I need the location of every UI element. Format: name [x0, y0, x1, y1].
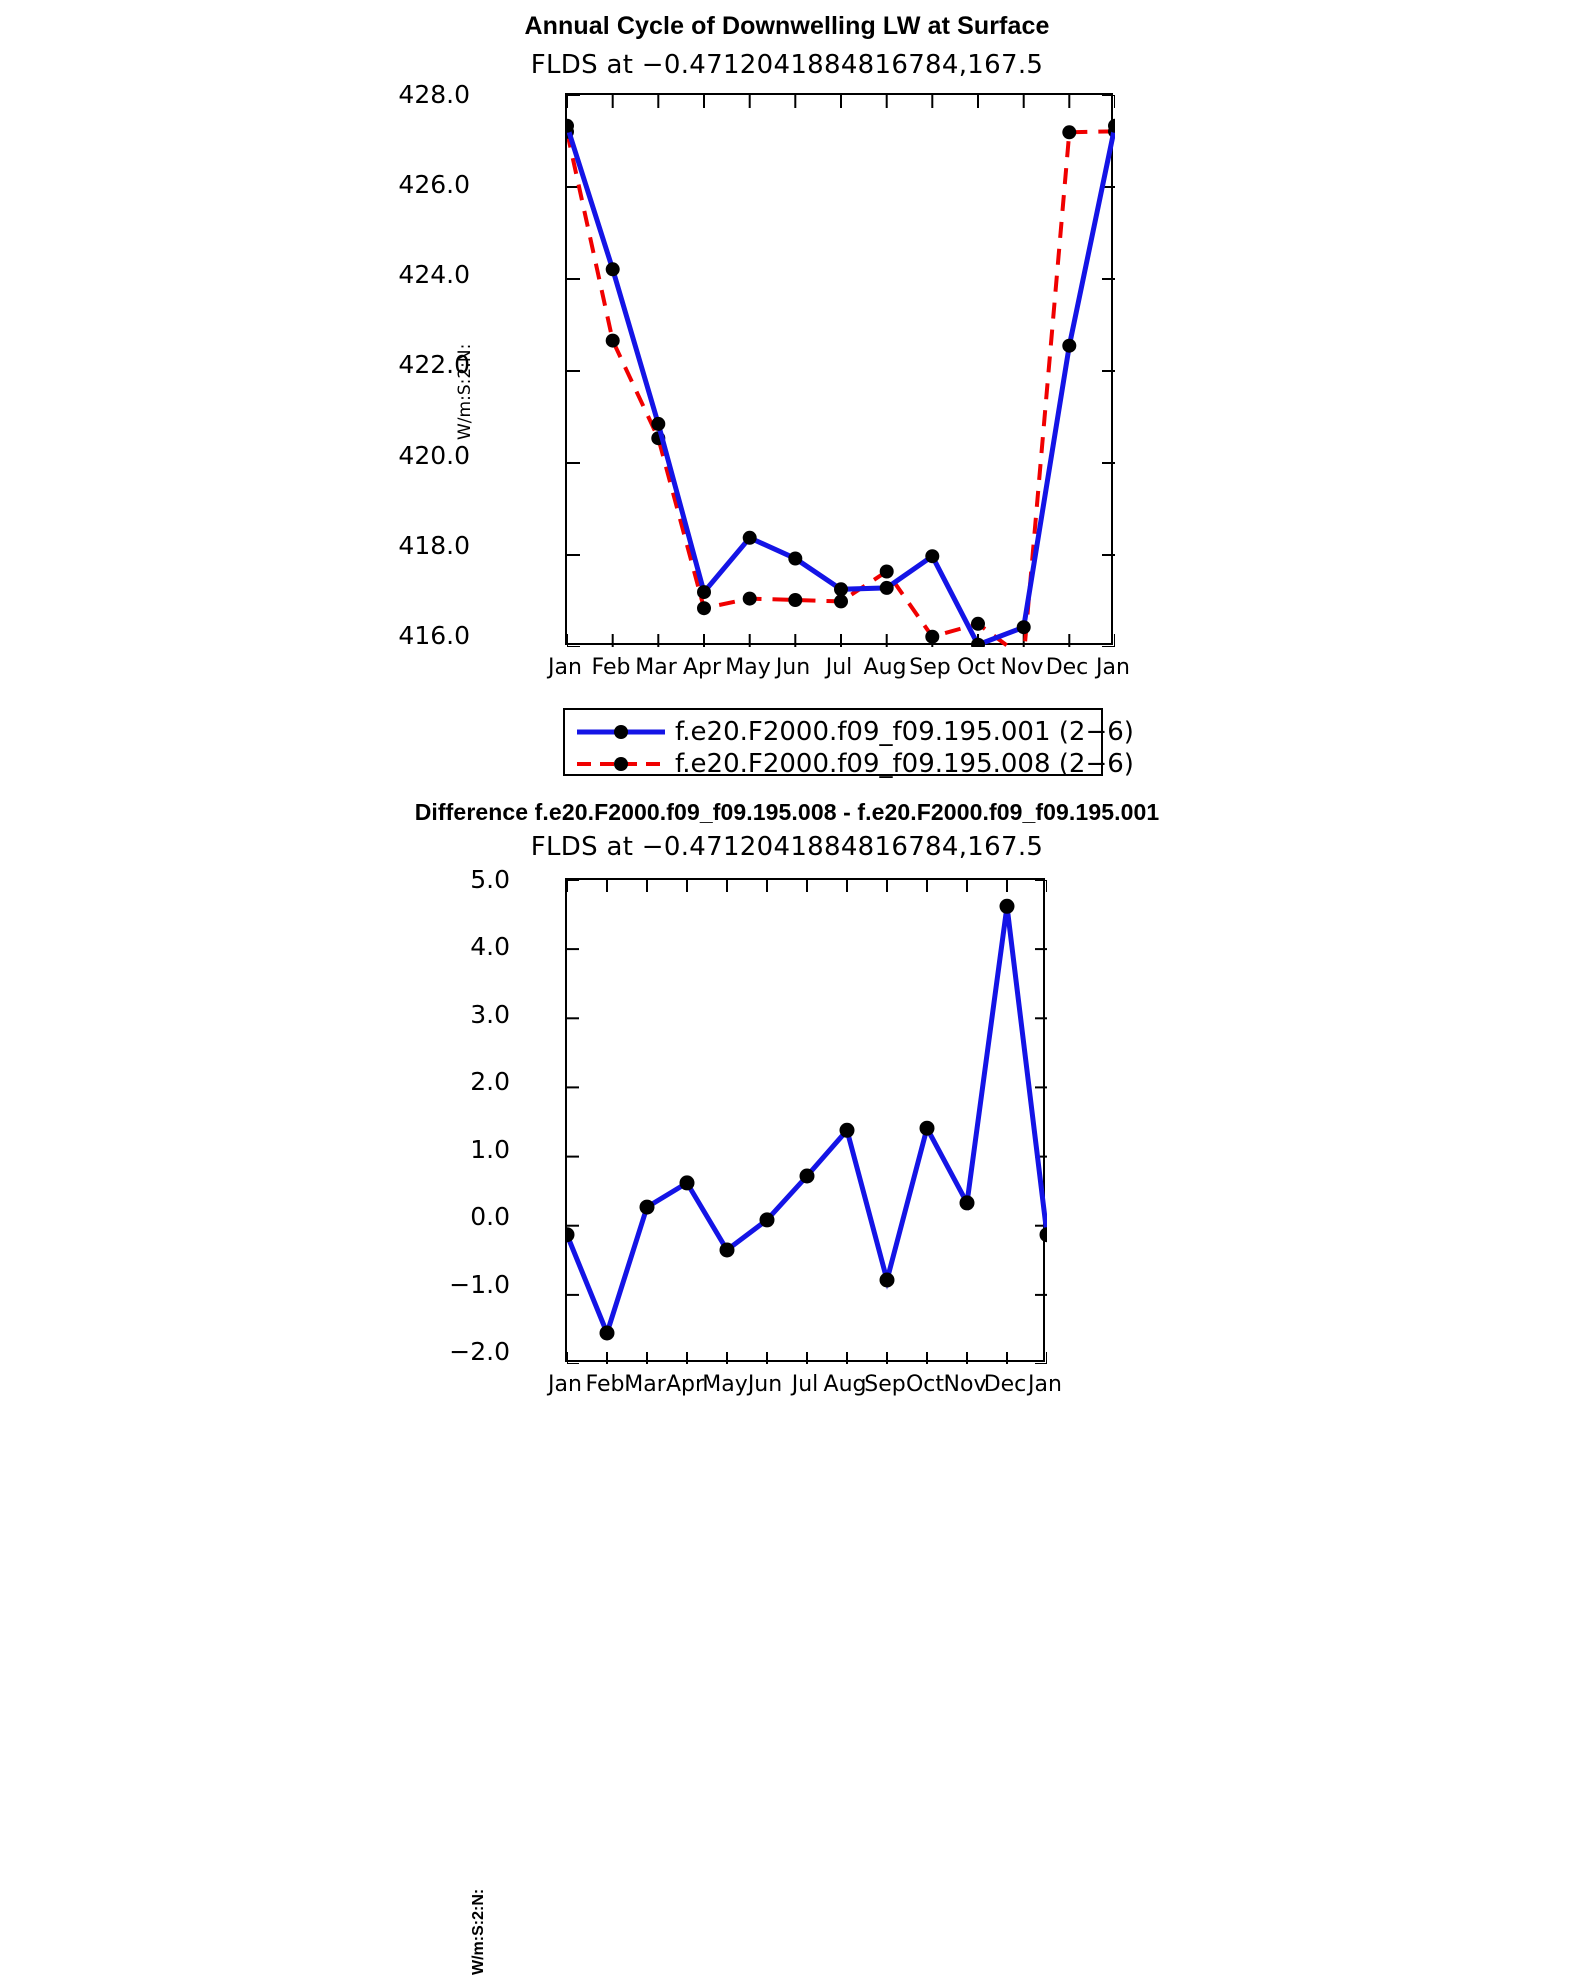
- top-xtick-mar: Mar: [635, 655, 677, 680]
- bottom-xtick-may: May: [702, 1372, 748, 1397]
- top-xtick-jun: Jun: [775, 655, 811, 680]
- top-ytick-424: 424.0: [398, 260, 470, 289]
- legend-line-sample-solid: [575, 720, 667, 744]
- series-195-001-line: [567, 126, 1115, 645]
- bottom-xtick-oct: Oct: [905, 1372, 945, 1397]
- top-xtick-sep: Sep: [909, 655, 951, 680]
- top-xtick-feb: Feb: [591, 655, 631, 680]
- top-ytick-416: 416.0: [398, 621, 470, 650]
- top-ytick-422: 422.0: [398, 350, 470, 379]
- bottom-xtick-dec: Dec: [983, 1372, 1027, 1397]
- bottom-xtick-jun: Jun: [747, 1372, 783, 1397]
- bottom-plot-area: [565, 878, 1045, 1362]
- bottom-ytick-neg2: −2.0: [449, 1337, 510, 1366]
- series-difference-markers: [567, 899, 1047, 1341]
- legend-item-195-001[interactable]: [575, 716, 1134, 748]
- bottom-chart-panel: [0, 790, 1574, 1975]
- bottom-ytick-2: 2.0: [470, 1067, 510, 1096]
- bottom-xtick-aug: Aug: [823, 1372, 867, 1397]
- bottom-chart-svg: [567, 880, 1047, 1364]
- legend-label-195-001: f.e20.F2000.f09_f09.195.001 (2−6): [675, 717, 1134, 747]
- bottom-chart-subtitle: FLDS at −0.4712041884816784,167.5: [530, 832, 1044, 862]
- bottom-xtick-feb: Feb: [585, 1372, 625, 1397]
- top-xtick-apr: Apr: [682, 655, 722, 680]
- difference-title: Difference f.e20.F2000.f09_f09.195.008 - f.e20.F2000.f09_f09.195.001: [414, 799, 1160, 825]
- top-ytick-428: 428.0: [398, 80, 470, 109]
- bottom-xtick-jan-2: Jan: [1028, 1372, 1062, 1397]
- legend-item-195-008[interactable]: [575, 748, 1134, 780]
- top-xtick-oct: Oct: [956, 655, 996, 680]
- bottom-ytick-1: 1.0: [470, 1135, 510, 1164]
- top-xtick-jan-1: Jan: [548, 655, 582, 680]
- bottom-xtick-apr: Apr: [665, 1372, 705, 1397]
- bottom-ytick-0: 0.0: [470, 1202, 510, 1231]
- top-xtick-dec: Dec: [1045, 655, 1089, 680]
- top-chart-ylabel: W/m:S:2:N:: [455, 343, 475, 440]
- top-ytick-420: 420.0: [398, 441, 470, 470]
- top-chart-subtitle: FLDS at −0.4712041884816784,167.5: [530, 50, 1044, 80]
- top-chart-svg: [567, 95, 1115, 647]
- bottom-ytick-5: 5.0: [470, 865, 510, 894]
- top-xtick-nov: Nov: [1000, 655, 1044, 680]
- top-xtick-may: May: [725, 655, 771, 680]
- bottom-xtick-sep: Sep: [864, 1372, 906, 1397]
- bottom-ytick-3: 3.0: [470, 1000, 510, 1029]
- top-chart-panel: [0, 0, 1574, 790]
- bottom-xtick-jan-1: Jan: [548, 1372, 582, 1397]
- bottom-xtick-nov: Nov: [943, 1372, 987, 1397]
- bottom-xtick-mar: Mar: [624, 1372, 666, 1397]
- top-xtick-aug: Aug: [863, 655, 907, 680]
- bottom-ytick-4: 4.0: [470, 932, 510, 961]
- bottom-xtick-jul: Jul: [791, 1372, 819, 1397]
- legend-label-195-008: f.e20.F2000.f09_f09.195.008 (2−6): [675, 749, 1134, 779]
- top-ytick-418: 418.0: [398, 531, 470, 560]
- series-difference-line: [567, 906, 1047, 1333]
- page-title: Annual Cycle of Downwelling LW at Surface: [524, 12, 1050, 40]
- bottom-axis-ticks: [567, 880, 1047, 1364]
- top-xtick-jul: Jul: [825, 655, 853, 680]
- top-chart-legend: [563, 708, 1134, 779]
- top-ytick-426: 426.0: [398, 170, 470, 199]
- bottom-chart-ylabel: W/m:S:2:N:: [470, 1888, 487, 1975]
- legend-line-sample-dashed: [575, 752, 667, 776]
- bottom-ytick-neg1: −1.0: [449, 1270, 510, 1299]
- top-plot-area: [565, 93, 1113, 645]
- top-xtick-jan-2: Jan: [1096, 655, 1130, 680]
